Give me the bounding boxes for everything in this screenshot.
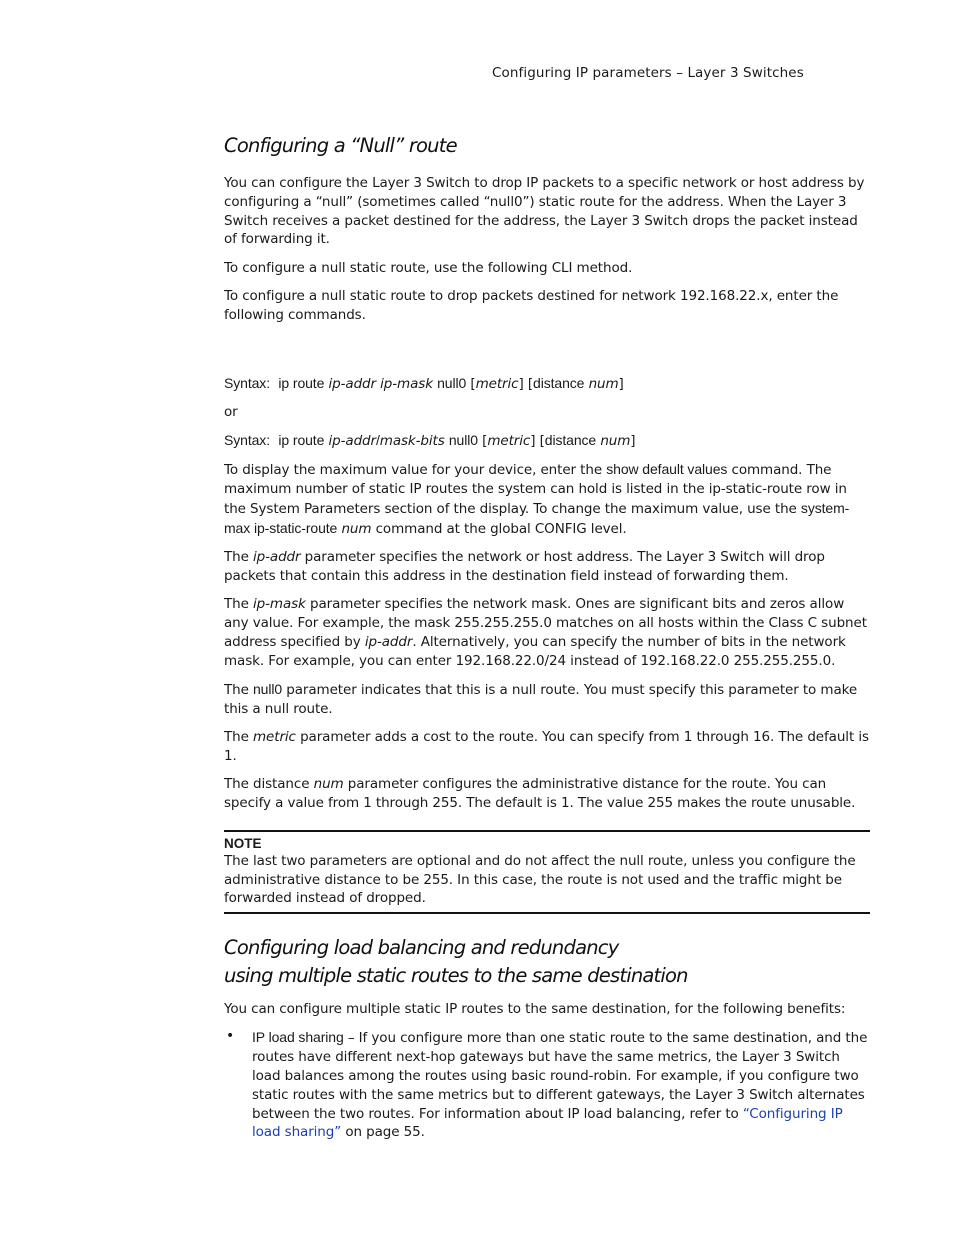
- bracket: [: [470, 375, 476, 392]
- note-box: [224, 830, 870, 914]
- paragraph-example: To configure a null static route to drop packets destined for network 192.168.22.x, enter the following commands.: [224, 287, 839, 323]
- syntax-command: ip route: [278, 432, 325, 449]
- syntax-label: Syntax:: [224, 374, 270, 391]
- bracket: ]: [530, 433, 536, 450]
- command-system-max: system-max ip-static-route: [224, 500, 850, 536]
- bracket: ]: [630, 433, 636, 450]
- text: The: [224, 549, 253, 566]
- text: – If you configure more than one static route to the same destination, and the routes have different next-hop gateways but have the same metrics, the Layer 3 Switch load balances among the routes using basic round-robin. For example, if you configure two static routes with the same metrics but to different gateways, the Layer 3 Switch alternates between the two routes. For information about IP load balancing, refer to: [252, 1030, 868, 1122]
- syntax-command: ip route: [278, 374, 325, 391]
- list-item: [224, 1028, 870, 1142]
- paragraph-cli-method: To configure a null static route, use the following CLI method.: [224, 259, 633, 276]
- main-content: [224, 134, 870, 1142]
- syntax-distance: distance: [544, 432, 597, 449]
- text: command. The maximum number of static IP routes the system can hold is listed in the ip-static-route row in the System Parameters section of the display. To change the maximum value, use the: [224, 462, 847, 518]
- link-configuring-ip-load-sharing[interactable]: “Configuring IP load sharing”: [252, 1105, 843, 1141]
- text: The: [224, 596, 253, 613]
- syntax-metric: metric: [475, 375, 519, 392]
- text: parameter adds a cost to the route. You can specify from 1 through 16. The default is 1.: [224, 729, 869, 764]
- syntax-arg-ip-addr: ip-addr: [328, 433, 376, 450]
- syntax-metric: metric: [487, 433, 531, 450]
- syntax-slash: /: [375, 432, 380, 449]
- syntax-null0: null0: [437, 374, 467, 391]
- term-ip-load-sharing: IP load sharing: [252, 1029, 344, 1046]
- paragraph-ip-mask: [224, 595, 870, 670]
- text: command at the global CONFIG level.: [371, 520, 627, 537]
- text: To display the maximum value for your device, enter the: [224, 462, 607, 479]
- command-show-default-values: show default values: [606, 461, 728, 478]
- bullet-text: [252, 1028, 870, 1142]
- title-line-2: using multiple static routes to the same destination: [224, 964, 688, 988]
- command-example-gap: [224, 325, 870, 369]
- syntax-arg-mask-bits: mask-bits: [379, 433, 445, 450]
- syntax-line-2: [224, 431, 870, 451]
- or-text: or: [224, 403, 238, 420]
- text: The: [224, 729, 253, 746]
- syntax-label: Syntax:: [224, 432, 270, 449]
- syntax-num: num: [600, 433, 631, 450]
- text: . Alternatively, you can specify the number of bits in the network mask. For example, you can enter 192.168.22.0/24 instead of 192.168.22.0 255.255.255.0.: [224, 633, 846, 669]
- param-num: num: [313, 776, 344, 793]
- bracket: ]: [618, 375, 624, 392]
- paragraph-max-value: [224, 460, 870, 538]
- param-metric: metric: [253, 729, 296, 746]
- title-line-1: Configuring load balancing and redundancy: [224, 936, 619, 960]
- param-ip-addr: ip-addr: [253, 549, 301, 566]
- section-title-null-route: Configuring a “Null” route: [224, 134, 457, 157]
- text: on page 55.: [341, 1124, 425, 1141]
- text: The distance: [224, 776, 314, 793]
- bracket: [: [527, 375, 534, 392]
- text: The: [224, 681, 253, 698]
- syntax-args: ip-addr ip-mask: [328, 375, 433, 392]
- text: parameter specifies the network mask. Ones are significant bits and zeros allow any value. For example, the mask 255.255.255.0 matches on all hosts within the Class C subnet address specified by: [224, 596, 867, 650]
- param-null0: null0: [253, 680, 283, 697]
- note-text: The last two parameters are optional and do not affect the null route, unless you configure the administrative distance to be 255. In this case, the route is not used and the traffic might be forwarded instead of dropped.: [224, 852, 856, 907]
- paragraph-distance: [224, 775, 870, 813]
- syntax-distance: distance: [533, 374, 585, 391]
- text: parameter configures the administrative distance for the route. You can specify a value from 1 through 255. The default is 1. The value 255 makes the route unusable.: [224, 776, 856, 811]
- running-header: Configuring IP parameters – Layer 3 Switches: [492, 65, 804, 81]
- paragraph-intro: You can configure the Layer 3 Switch to drop IP packets to a specific network or host address by configuring a “null” (sometimes called “null0”) static route for the address. When the Layer 3 Switch receives a packet destined for the address, the Layer 3 Switch drops the packet instead of forwarding it.: [224, 175, 865, 248]
- syntax-line-1: [224, 374, 870, 394]
- bracket: ]: [518, 375, 524, 392]
- text: parameter specifies the network or host address. The Layer 3 Switch will drop packets that contain this address in the destination field instead of forwarding them.: [224, 549, 825, 584]
- bullet-icon: •: [226, 1028, 235, 1045]
- paragraph-ip-addr: [224, 548, 870, 586]
- note-label: NOTE: [224, 835, 262, 851]
- syntax-null0: null0: [448, 432, 478, 449]
- paragraph-metric: [224, 728, 870, 766]
- text: parameter indicates that this is a null route. You must specify this parameter to make this a null route.: [224, 681, 858, 717]
- param-num: num: [341, 520, 372, 537]
- section-title-load-balancing: [224, 934, 870, 990]
- bracket: [: [482, 433, 488, 450]
- param-ip-mask: ip-mask: [253, 596, 306, 613]
- paragraph-null0: [224, 680, 870, 719]
- syntax-num: num: [588, 375, 619, 392]
- param-ip-addr: ip-addr: [364, 633, 413, 650]
- bracket: [: [539, 433, 545, 450]
- paragraph-benefits-intro: You can configure multiple static IP routes to the same destination, for the following benefits:: [224, 1001, 846, 1018]
